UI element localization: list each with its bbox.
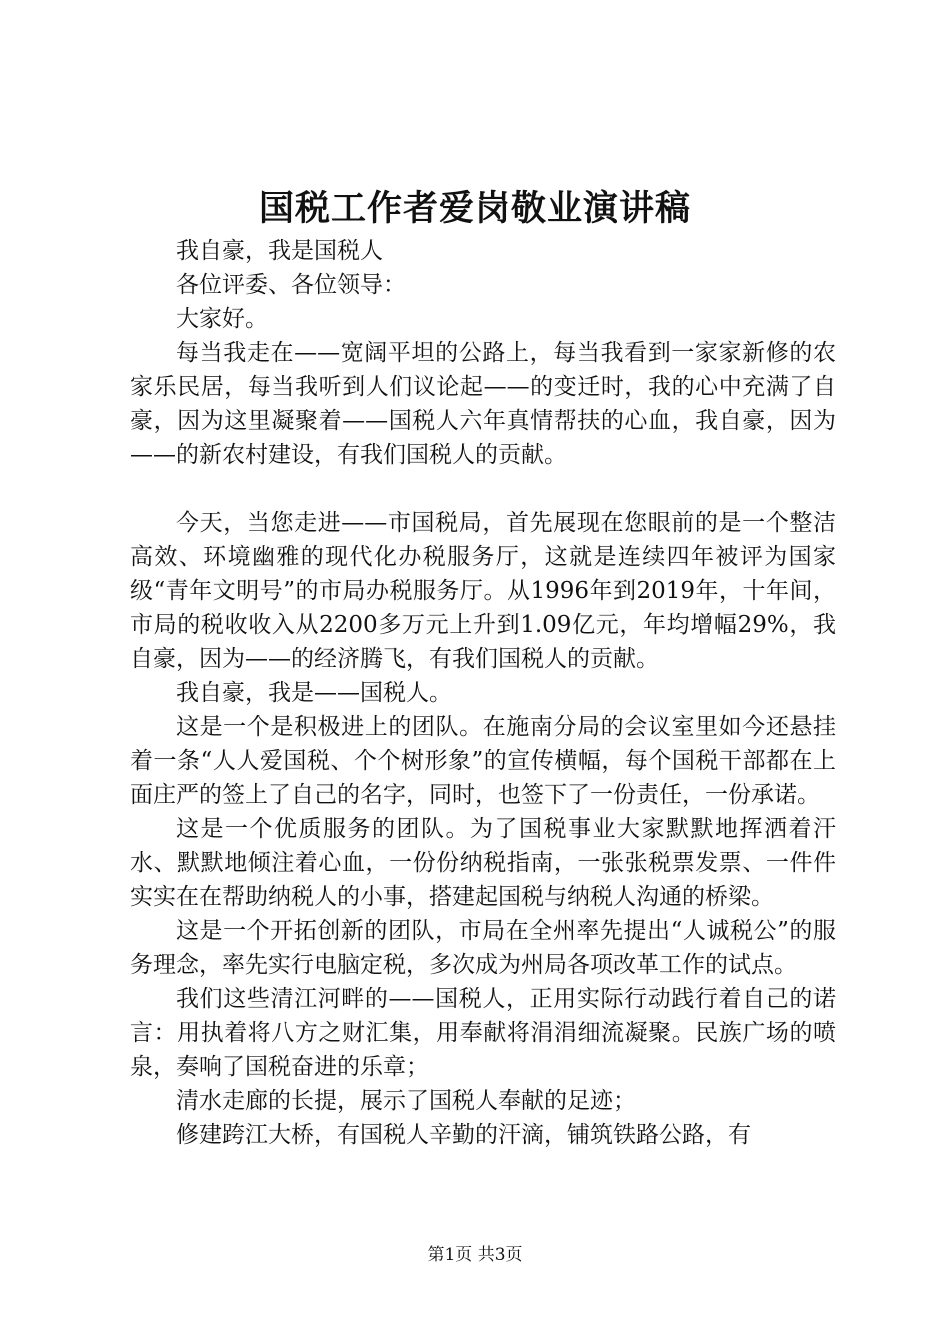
paragraph: 我自豪，我是——国税人。 [176, 680, 452, 706]
paragraph: 这是一个开拓创新的团队，市局在全州率先提出“人诚税公”的服务理念，率先实行电脑定税，多次成为州局各项改革工作的试点。 [130, 918, 836, 978]
paragraph: 这是一个优质服务的团队。为了国税事业大家默默地挥洒着汗水、默默地倾注着心血，一份份纳税指南，一张张税票发票、一件件实实在在帮助纳税人的小事，搭建起国税与纳税人沟通的桥梁。 [130, 816, 836, 910]
paragraph: 我自豪，我是国税人 [176, 238, 383, 264]
paragraph: 今天，当您走进——市国税局，首先展现在您眼前的是一个整洁高效、环境幽雅的现代化办税服务厅，这就是连续四年被评为国家级“青年文明号”的市局办税服务厅。从1996年到2019年，十年间，市局的税收收入从2200多万元上升到1.09亿元，年均增幅29%，我自豪，因为——的经济腾飞，有我们国税人的贡献。 [130, 510, 836, 672]
paragraph: 我们这些清江河畔的——国税人，正用实际行动践行着自己的诺言：用执着将八方之财汇集，用奉献将涓涓细流凝聚。民族广场的喷泉，奏响了国税奋进的乐章； [130, 986, 836, 1080]
paragraph: 各位评委、各位领导： [176, 272, 406, 298]
page-number-footer: 第1页 共3页 [427, 1245, 523, 1265]
paragraph: 每当我走在——宽阔平坦的公路上，每当我看到一家家新修的农家乐民居，每当我听到人们议论起——的变迁时，我的心中充满了自豪，因为这里凝聚着——国税人六年真情帮扶的心血，我自豪，因为——的新农村建设，有我们国税人的贡献。 [130, 340, 836, 468]
blank-line [130, 472, 836, 506]
document-title: 国税工作者爱岗敬业演讲稿 [258, 188, 691, 229]
paragraph: 修建跨江大桥，有国税人辛勤的汗滴，铺筑铁路公路，有 [176, 1122, 751, 1148]
document-body [130, 234, 836, 1152]
paragraph: 大家好。 [176, 306, 268, 332]
paragraph: 这是一个是积极进上的团队。在施南分局的会议室里如今还悬挂着一条“人人爱国税、个个树形象”的宣传横幅，每个国税干部都在上面庄严的签上了自己的名字，同时，也签下了一份责任，一份承诺。 [130, 714, 836, 808]
paragraph: 清水走廊的长提，展示了国税人奉献的足迹； [176, 1088, 636, 1114]
